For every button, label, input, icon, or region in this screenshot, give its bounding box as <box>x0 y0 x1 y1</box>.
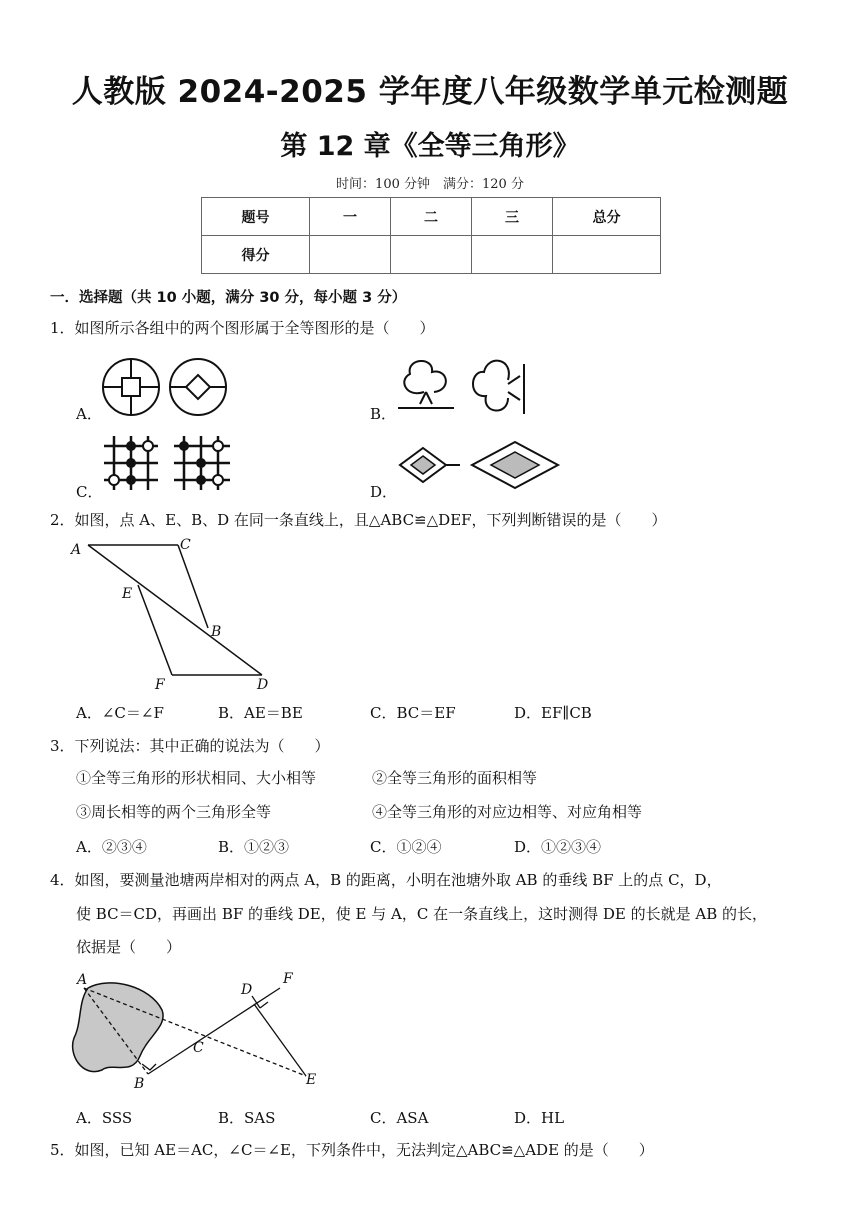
q3-option-b[interactable]: B．①②③ <box>218 838 290 856</box>
score-header-cell: 题号 <box>202 198 310 236</box>
section-heading: 一．选择题（共 10 小题，满分 30 分，每小题 3 分） <box>50 290 407 306</box>
score-table <box>201 197 661 274</box>
q3-statement-3: ③周长相等的两个三角形全等 <box>76 803 272 821</box>
score-cell[interactable] <box>553 236 661 274</box>
score-cell[interactable] <box>472 236 553 274</box>
q2-point-a: A <box>71 542 82 558</box>
q1-option-c-label: C． <box>76 483 103 501</box>
q4-option-d[interactable]: D．HL <box>514 1109 565 1127</box>
q1-figure-d <box>396 440 566 496</box>
question-1-stem: 1．如图所示各组中的两个图形属于全等图形的是（ ） <box>50 319 435 337</box>
score-header-cell: 总分 <box>553 198 661 236</box>
q4-option-a[interactable]: A．SSS <box>76 1109 133 1127</box>
q3-option-d[interactable]: D．①②③④ <box>514 838 602 856</box>
exam-meta: 时间：100 分钟 满分：120 分 <box>336 177 524 192</box>
q2-point-b: B <box>211 624 222 640</box>
q4-point-f: F <box>283 971 293 987</box>
q1-figure-a <box>100 356 230 418</box>
q4-point-e: E <box>306 1072 317 1088</box>
question-3-stem: 3．下列说法：其中正确的说法为（ ） <box>50 737 330 755</box>
score-row-label: 得分 <box>202 236 310 274</box>
score-table-header-row <box>202 198 661 236</box>
score-header-cell: 二 <box>391 198 472 236</box>
q4-point-c: C <box>193 1040 204 1056</box>
q3-option-a[interactable]: A．②③④ <box>76 838 147 856</box>
question-2-stem: 2．如图，点 A、E、B、D 在同一条直线上，且△ABC≌△DEF，下列判断错误的是（ ） <box>50 511 667 529</box>
page-title: 人教版 2024-2025 学年度八年级数学单元检测题 <box>71 74 789 110</box>
q4-point-d: D <box>241 982 253 998</box>
score-cell[interactable] <box>310 236 391 274</box>
question-4-line-1: 4．如图，要测量池塘两岸相对的两点 A，B 的距离，小明在池塘外取 AB 的垂线 BF 上的点 C，D， <box>50 871 722 889</box>
q4-figure <box>62 966 332 1094</box>
q2-point-f: F <box>155 677 165 693</box>
q1-option-b-label: B． <box>370 405 397 423</box>
q3-statement-1: ①全等三角形的形状相同、大小相等 <box>76 769 317 787</box>
score-header-cell: 一 <box>310 198 391 236</box>
question-5-stem: 5．如图，已知 AE＝AC，∠C＝∠E，下列条件中，无法判定△ABC≌△ADE 的是（ ） <box>50 1141 654 1159</box>
score-cell[interactable] <box>391 236 472 274</box>
score-header-cell: 三 <box>472 198 553 236</box>
q1-option-a-label: A． <box>76 405 102 423</box>
q3-statement-4: ④全等三角形的对应边相等、对应角相等 <box>372 803 643 821</box>
q1-option-d-label: D． <box>370 483 398 501</box>
q1-figure-c <box>100 432 240 494</box>
q1-figure-b <box>396 354 531 416</box>
score-table-score-row <box>202 236 661 274</box>
q4-option-c[interactable]: C．ASA <box>370 1109 429 1127</box>
q3-option-c[interactable]: C．①②④ <box>370 838 442 856</box>
q2-option-b[interactable]: B．AE＝BE <box>218 704 303 722</box>
q2-option-a[interactable]: A．∠C＝∠F <box>76 704 164 722</box>
q2-option-d[interactable]: D．EF∥CB <box>514 704 592 722</box>
q3-statement-2: ②全等三角形的面积相等 <box>372 769 538 787</box>
q4-option-b[interactable]: B．SAS <box>218 1109 276 1127</box>
q2-figure <box>60 534 280 694</box>
q2-option-c[interactable]: C．BC＝EF <box>370 704 456 722</box>
q4-point-b: B <box>134 1076 145 1092</box>
question-4-line-3: 依据是（ ） <box>76 938 182 956</box>
q2-point-c: C <box>180 537 191 553</box>
q4-point-a: A <box>77 972 88 988</box>
question-4-line-2: 使 BC＝CD，再画出 BF 的垂线 DE，使 E 与 A，C 在一条直线上，这时测得 DE 的长就是 AB 的长， <box>76 905 767 923</box>
chapter-title: 第 12 章《全等三角形》 <box>280 131 580 162</box>
q2-point-e: E <box>122 586 133 602</box>
q2-point-d: D <box>257 677 269 693</box>
